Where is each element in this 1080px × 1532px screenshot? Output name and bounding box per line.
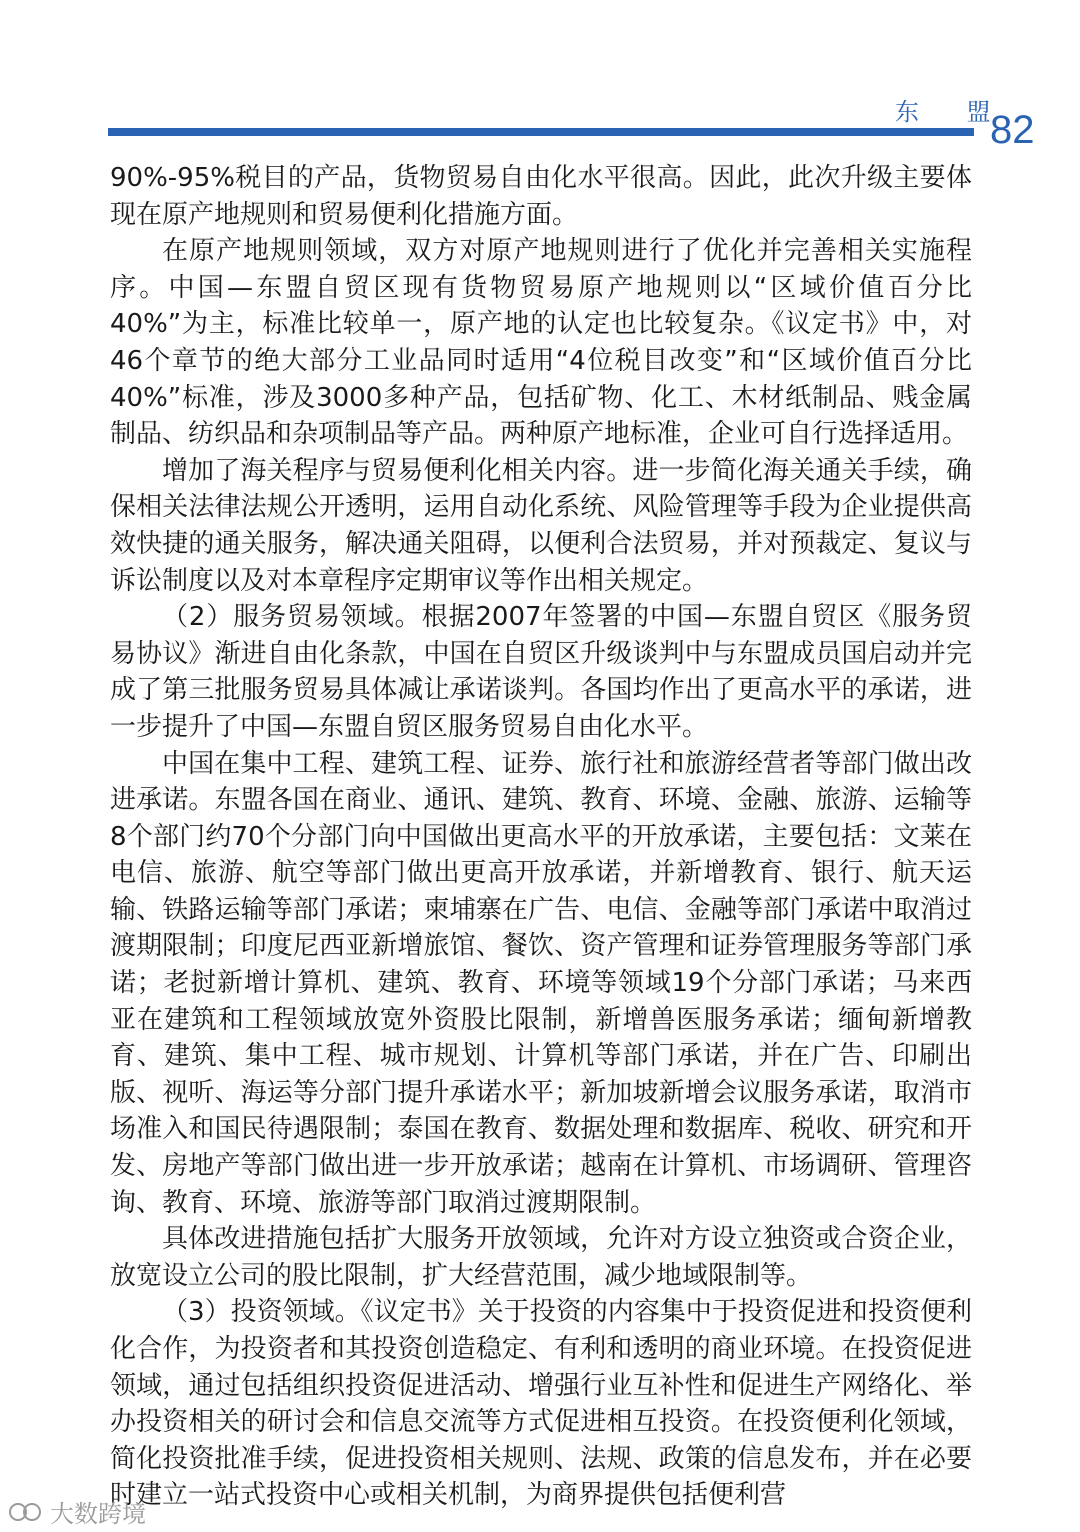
header-divider (108, 128, 974, 136)
paragraph: （2）服务贸易领域。根据2007年签署的中国—东盟自贸区《服务贸易协议》渐进自由化条款，中国在自贸区升级谈判中与东盟成员国启动并完成了第三批服务贸易具体减让承诺谈判。各国均作出了更高水平的承诺，进一步提升了中国—东盟自贸区服务贸易自由化水平。 (110, 602, 972, 742)
section-title: 东 盟 (895, 98, 1011, 126)
body-text (110, 160, 972, 1514)
paragraph: 具体改进措施包括扩大服务开放领域，允许对方设立独资或合资企业，放宽设立公司的股比限制，扩大经营范围，减少地域限制等。 (110, 1224, 972, 1291)
watermark-text: 大数跨境 (50, 1500, 146, 1528)
paragraph: （3）投资领域。《议定书》关于投资的内容集中于投资促进和投资便利化合作，为投资者和其投资创造稳定、有利和透明的商业环境。在投资促进领域，通过包括组织投资促进活动、增强行业互补性和促进生产网络化、举办投资相关的研讨会和信息交流等方式促进相互投资。在投资便利化领域，简化投资批准手续，促进投资相关规则、法规、政策的信息发布，并在必要时建立一站式投资中心或相关机制，为商界提供包括便利营 (110, 1297, 972, 1511)
page-number: 82 (990, 108, 1035, 152)
paragraph: 中国在集中工程、建筑工程、证券、旅行社和旅游经营者等部门做出改进承诺。东盟各国在商业、通讯、建筑、教育、环境、金融、旅游、运输等8个部门约70个分部门向中国做出更高水平的开放承诺，主要包括：文莱在电信、旅游、航空等部门做出更高开放承诺，并新增教育、银行、航天运输、铁路运输等部门承诺；柬埔寨在广告、电信、金融等部门承诺中取消过渡期限制；印度尼西亚新增旅馆、餐饮、资产管理和证券管理服务等部门承诺；老挝新增计算机、建筑、教育、环境等领域19个分部门承诺；马来西亚在建筑和工程领域放宽外资股比限制，新增兽医服务承诺；缅甸新增教育、建筑、集中工程、城市规划、计算机等部门承诺，并在广告、印刷出版、视听、海运等分部门提升承诺水平；新加坡新增会议服务承诺，取消市场准入和国民待遇限制；泰国在教育、数据处理和数据库、税收、研究和开发、房地产等部门做出进一步开放承诺；越南在计算机、市场调研、管理咨询、教育、环境、旅游等部门取消过渡期限制。 (110, 748, 972, 1218)
paragraph: 增加了海关程序与贸易便利化相关内容。进一步简化海关通关手续，确保相关法律法规公开透明，运用自动化系统、风险管理等手段为企业提供高效快捷的通关服务，解决通关阻碍，以便利合法贸易，并对预裁定、复议与诉讼制度以及对本章程序定期审议等作出相关规定。 (110, 455, 972, 596)
watermark-logo-icon (8, 1500, 44, 1524)
paragraph-continuation: 90%-95%税目的产品，货物贸易自由化水平很高。因此，此次升级主要体现在原产地规则和贸易便利化措施方面。 (110, 163, 972, 230)
paragraph: 在原产地规则领域，双方对原产地规则进行了优化并完善相关实施程序。中国—东盟自贸区现有货物贸易原产地规则以“区域价值百分比40%”为主，标准比较单一，原产地的认定也比较复杂。《议定书》中，对46个章节的绝大部分工业品同时适用“4位税目改变”和“区域价值百分比40%”标准，涉及3000多种产品，包括矿物、化工、木材纸制品、贱金属制品、纺织品和杂项制品等产品。两种原产地标准，企业可自行选择适用。 (110, 236, 972, 450)
watermark (8, 1494, 146, 1529)
